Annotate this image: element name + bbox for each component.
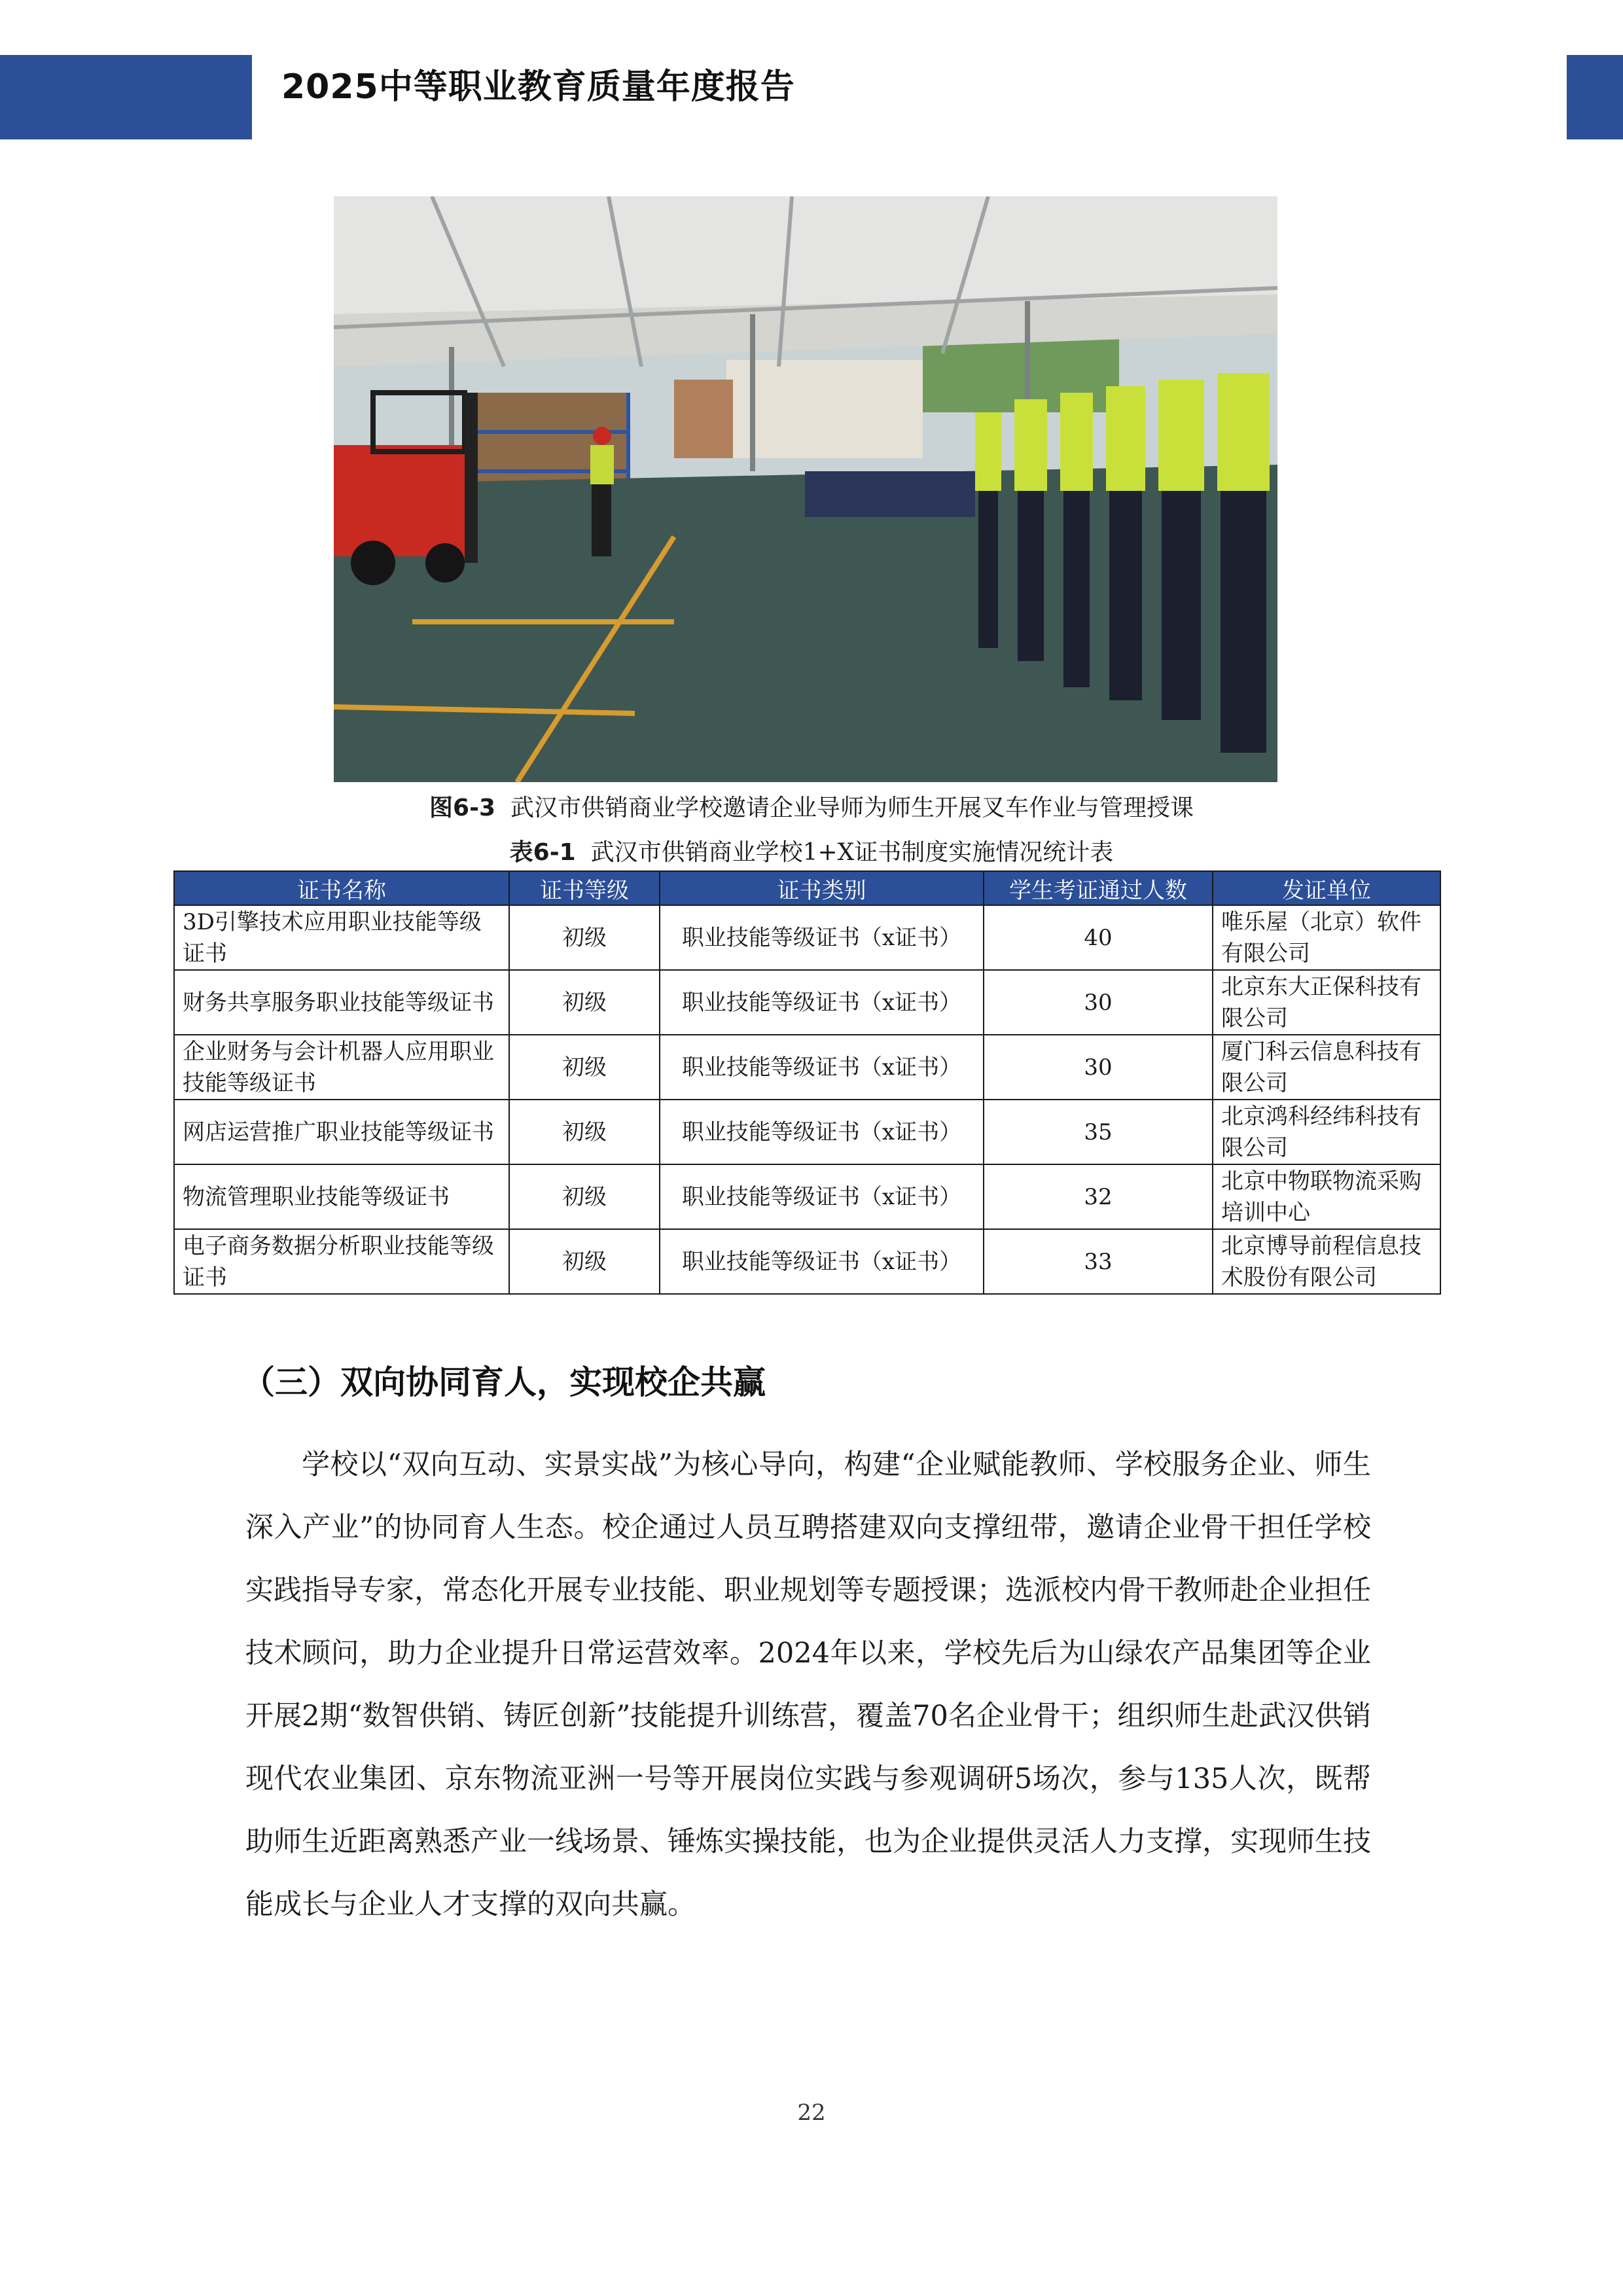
issuing-unit: 厦门科云信息科技有限公司	[1213, 1035, 1440, 1100]
table-row	[174, 905, 1440, 970]
table-header-row	[174, 871, 1440, 905]
pass-count: 32	[984, 1164, 1213, 1229]
table-row	[174, 970, 1440, 1035]
certificate-type: 职业技能等级证书（x证书）	[660, 970, 984, 1035]
figure-label: 图6-3	[429, 795, 496, 821]
certificate-name: 企业财务与会计机器人应用职业技能等级证书	[174, 1035, 509, 1100]
report-title: 2025中等职业教育质量年度报告	[281, 67, 795, 107]
certificate-level: 初级	[509, 970, 660, 1035]
certificate-type: 职业技能等级证书（x证书）	[660, 1100, 984, 1164]
table-label: 表6-1	[509, 839, 576, 866]
pass-count: 30	[984, 1035, 1213, 1100]
issuing-unit: 北京东大正保科技有限公司	[1213, 970, 1440, 1035]
issuing-unit: 北京博导前程信息技术股份有限公司	[1213, 1229, 1440, 1294]
column-header: 发证单位	[1213, 871, 1440, 905]
certificate-level: 初级	[509, 1035, 660, 1100]
certificate-type: 职业技能等级证书（x证书）	[660, 905, 984, 970]
table-caption-text: 武汉市供销商业学校1+X证书制度实施情况统计表	[590, 839, 1114, 866]
body-paragraph: 学校以“双向互动、实景实战”为核心导向，构建“企业赋能教师、学校服务企业、师生深入产业”的协同育人生态。校企通过人员互聘搭建双向支撑纽带，邀请企业骨干担任学校实践指导专家，常态化开展专业技能、职业规划等专题授课；选派校内骨干教师赴企业担任技术顾问，助力企业提升日常运营效率。2024年以来，学校先后为山绿农产品集团等企业开展2期“数智供销、铸匠创新”技能提升训练营，覆盖70名企业骨干；组织师生赴武汉供销现代农业集团、京东物流亚洲一号等开展岗位实践与参观调研5场次，参与135人次，既帮助师生近距离熟悉产业一线场景、锤炼实操技能，也为企业提供灵活人力支撑，实现师生技能成长与企业人才支撑的双向共赢。	[245, 1448, 1371, 1921]
certificate-name: 物流管理职业技能等级证书	[174, 1164, 509, 1229]
certificate-name: 3D引擎技术应用职业技能等级证书	[174, 905, 509, 970]
issuing-unit: 唯乐屋（北京）软件有限公司	[1213, 905, 1440, 970]
pass-count: 33	[984, 1229, 1213, 1294]
certificate-level: 初级	[509, 905, 660, 970]
certificate-name: 财务共享服务职业技能等级证书	[174, 970, 509, 1035]
figure-caption	[0, 789, 1623, 823]
certificate-type: 职业技能等级证书（x证书）	[660, 1035, 984, 1100]
issuing-unit: 北京鸿科经纬科技有限公司	[1213, 1100, 1440, 1164]
forklift-training-photo	[334, 196, 1277, 782]
pass-count: 35	[984, 1100, 1213, 1164]
column-header: 证书类别	[660, 871, 984, 905]
certificate-name: 网店运营推广职业技能等级证书	[174, 1100, 509, 1164]
table-row	[174, 1100, 1440, 1164]
certificate-type: 职业技能等级证书（x证书）	[660, 1164, 984, 1229]
table-caption	[0, 834, 1623, 867]
header-band-left	[0, 55, 252, 139]
pass-count: 40	[984, 905, 1213, 970]
column-header: 证书名称	[174, 871, 509, 905]
column-header: 学生考证通过人数	[984, 871, 1213, 905]
page-number: 22	[797, 2100, 826, 2126]
pass-count: 30	[984, 970, 1213, 1035]
table-row	[174, 1229, 1440, 1294]
certificate-type: 职业技能等级证书（x证书）	[660, 1229, 984, 1294]
section-heading: （三）双向协同育人，实现校企共赢	[242, 1363, 766, 1401]
issuing-unit: 北京中物联物流采购培训中心	[1213, 1164, 1440, 1229]
certificate-level: 初级	[509, 1229, 660, 1294]
certificate-level: 初级	[509, 1100, 660, 1164]
table-row	[174, 1164, 1440, 1229]
certificate-table	[173, 870, 1441, 1295]
figure-caption-text: 武汉市供销商业学校邀请企业导师为师生开展叉车作业与管理授课	[510, 795, 1194, 821]
header-band-right	[1567, 55, 1623, 139]
certificate-name: 电子商务数据分析职业技能等级证书	[174, 1229, 509, 1294]
column-header: 证书等级	[509, 871, 660, 905]
table-row	[174, 1035, 1440, 1100]
certificate-level: 初级	[509, 1164, 660, 1229]
